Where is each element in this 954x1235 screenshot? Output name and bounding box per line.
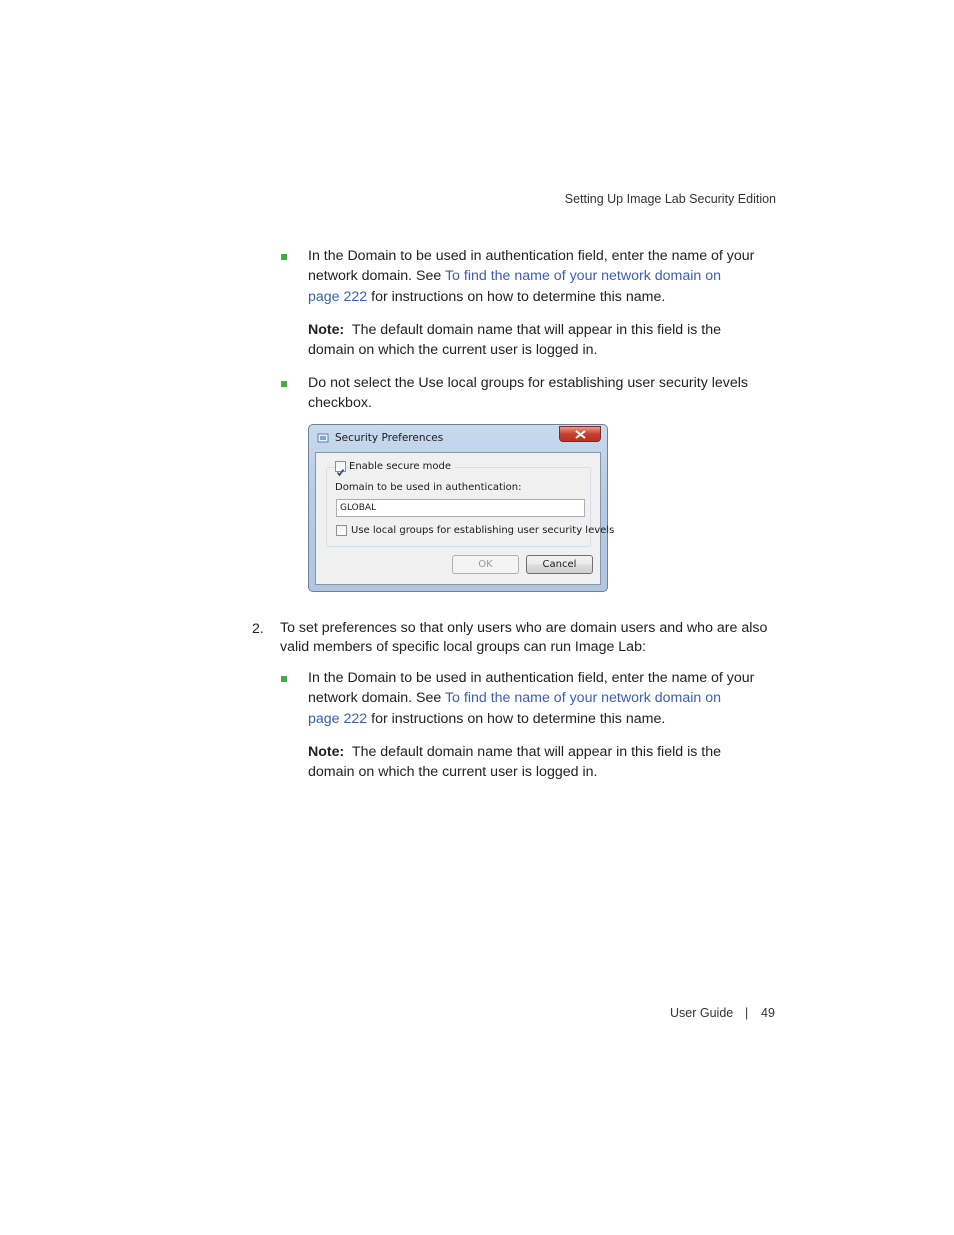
bullet-line: In the Domain to be used in authentication field, enter the name of your xyxy=(308,248,755,264)
network-domain-link[interactable]: To find the name of your network domain on xyxy=(444,268,721,285)
bullet-line xyxy=(308,709,778,729)
bullet-marker xyxy=(281,254,287,260)
note-paragraph xyxy=(308,742,778,783)
dialog-title: Security Preferences xyxy=(335,432,444,444)
note-text: The default domain name that will appear in this field is the xyxy=(351,322,721,338)
note-text: The default domain name that will appear in this field is the xyxy=(351,744,721,760)
checkmark-icon xyxy=(336,468,345,477)
ok-button[interactable]: OK xyxy=(452,555,519,574)
security-preferences-dialog xyxy=(308,424,615,592)
footer-doc-name: User Guide xyxy=(670,1006,734,1020)
bullet-marker xyxy=(281,676,287,682)
step-2-paragraph xyxy=(280,618,780,658)
step-number: 2. xyxy=(252,621,264,637)
note-line xyxy=(308,320,778,340)
bullet-line: checkbox. xyxy=(308,395,372,412)
bullet-text: for instructions on how to determine this name. xyxy=(367,288,666,305)
step-line: valid members of specific local groups can run Image Lab: xyxy=(280,639,646,656)
step-line: To set preferences so that only users who are domain users and who are also xyxy=(280,620,768,636)
note-line xyxy=(308,742,778,762)
bullet-paragraph-local-groups xyxy=(308,373,778,414)
note-label: Note: xyxy=(308,744,345,760)
note-paragraph xyxy=(308,320,778,361)
dialog-client-area xyxy=(315,452,615,585)
enable-secure-mode-checkbox[interactable] xyxy=(335,461,346,472)
bullet-paragraph-domain xyxy=(308,668,778,729)
bullet-text: network domain. See xyxy=(308,690,445,707)
cancel-button[interactable]: Cancel xyxy=(526,555,593,574)
bullet-line xyxy=(308,688,778,708)
footer-separator: | xyxy=(745,1006,749,1020)
bullet-line xyxy=(308,287,778,307)
close-icon xyxy=(575,430,586,439)
bullet-text: network domain. See xyxy=(308,268,445,285)
app-icon xyxy=(317,432,329,444)
network-domain-link[interactable]: To find the name of your network domain on xyxy=(444,690,721,707)
bullet-line xyxy=(308,266,778,286)
use-local-groups-label[interactable]: Use local groups for establishing user security levels xyxy=(351,525,615,536)
bullet-text: for instructions on how to determine this name. xyxy=(367,710,666,727)
bullet-marker xyxy=(281,381,287,387)
enable-secure-mode-label[interactable]: Enable secure mode xyxy=(349,461,454,472)
dialog-close-button[interactable] xyxy=(559,426,601,442)
note-label: Note: xyxy=(308,322,345,338)
bullet-line: In the Domain to be used in authentication field, enter the name of your xyxy=(308,670,755,686)
page-number: 49 xyxy=(761,1006,775,1020)
page-222-link[interactable]: page 222 xyxy=(308,288,368,305)
bullet-paragraph-domain xyxy=(308,246,778,307)
page-222-link[interactable]: page 222 xyxy=(308,710,368,727)
bullet-line: Do not select the Use local groups for establishing user security levels xyxy=(308,375,749,391)
domain-field-label: Domain to be used in authentication: xyxy=(335,482,522,493)
domain-input[interactable]: GLOBAL xyxy=(336,499,585,517)
note-line: domain on which the current user is logged in. xyxy=(308,342,598,359)
running-header: Setting Up Image Lab Security Edition xyxy=(564,192,776,206)
note-line: domain on which the current user is logged in. xyxy=(308,764,598,781)
use-local-groups-checkbox[interactable] xyxy=(336,525,347,536)
